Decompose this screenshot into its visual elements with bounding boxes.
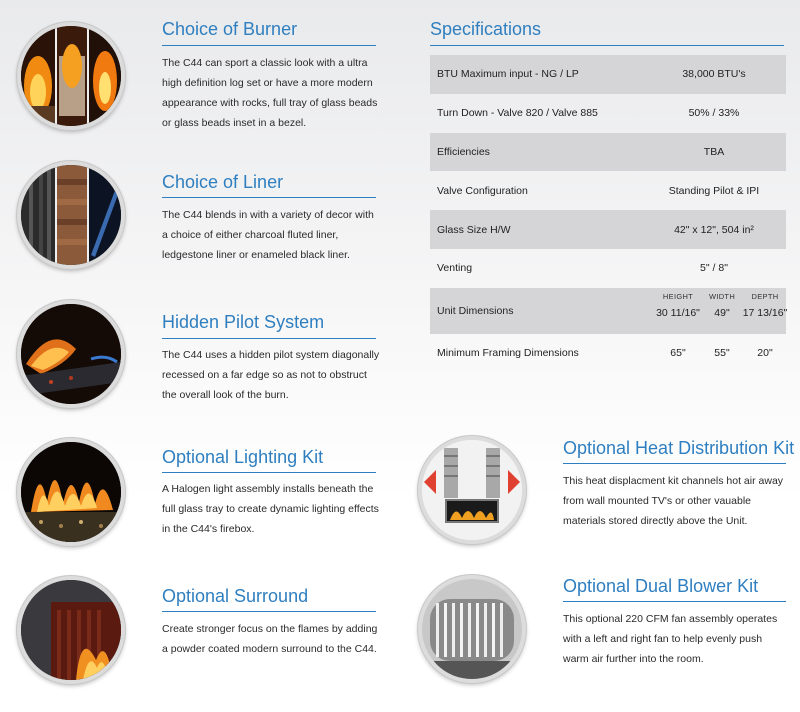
framing-width: 55" [714,346,730,359]
burner-options-image [17,22,125,130]
feature-title-blower: Optional Dual Blower Kit [563,576,759,596]
feature-desc-burner: The C44 can sport a classic look with a ultra high definition log set or have a more modern appearance with rocks, full tray of glass beads or glass beads inset in a bezel. [162,57,378,129]
framing-depth: 20" [757,346,773,359]
unit-depth-value: 17 13/16" [742,306,788,319]
feature-desc-pilot: The C44 uses a hidden pilot system diagonally recessed on a far edge so as not to obstruct the overall look of the burn. [162,349,380,401]
blower-fan-image [418,575,526,683]
feature-title-pilot: Hidden Pilot System [162,312,325,332]
feature-title-liner: Choice of Liner [162,172,284,192]
spec-row-unit-dimensions [430,288,786,334]
unit-width-label: WIDTH [708,291,736,301]
feature-desc-heat: This heat displacment kit channels hot air away from wall mounted TV's or other vauable materials stored directly above the Unit. [563,475,784,527]
spec-row-btu [430,55,786,94]
feature-title-lighting: Optional Lighting Kit [162,447,324,467]
spec-value: 5" / 8" [700,262,728,275]
feature-rule-blower [563,601,786,602]
spec-label: Glass Size H/W [437,223,511,236]
spec-value: TBA [703,145,725,158]
feature-desc-lighting: A Halogen light assembly installs beneath the full glass tray to create dynamic lighting effects in the C44's firebox. [162,483,379,535]
spec-row-turndown [430,94,786,133]
liner-options-image [17,161,125,269]
feature-title-surround: Optional Surround [162,586,309,606]
spec-value: 38,000 BTU's [682,68,746,81]
spec-value: Standing Pilot & IPI [668,184,760,197]
glass-beads-flame-image [17,438,125,546]
pilot-flame-image [17,300,125,408]
spec-label: Efficiencies [437,145,490,158]
feature-rule-surround [162,611,376,612]
spec-value: 50% / 33% [688,107,740,120]
feature-rule-liner [162,197,376,198]
feature-rule-lighting [162,472,376,473]
feature-title-burner: Choice of Burner [162,19,298,39]
unit-height [653,292,703,321]
spec-row-efficiencies [430,133,786,172]
framing-height: 65" [670,346,686,359]
spec-label: BTU Maximum input - NG / LP [437,68,579,81]
feature-desc-liner: The C44 blends in with a variety of decor with a choice of either charcoal fluted liner, ledgestone liner or enameled black liner. [162,209,374,261]
surround-image [17,576,125,684]
spec-label: Venting [437,262,473,275]
spec-label: Turn Down - Valve 820 / Valve 885 [437,107,598,120]
feature-rule-heat [563,463,786,464]
unit-depth [740,292,790,321]
feature-rule-pilot [162,338,376,339]
feature-desc-blower: This optional 220 CFM fan assembly operates with a left and right fan to help evenly push warm air further into the room. [563,613,778,665]
spec-label: Valve Configuration [437,184,528,197]
spec-label: Unit Dimensions [437,304,514,317]
feature-desc-surround: Create stronger focus on the flames by adding a powder coated modern surround to the C44. [162,623,378,655]
unit-width-value: 49" [714,306,730,319]
spec-row-valve [430,171,786,210]
unit-height-label: HEIGHT [662,291,694,301]
unit-height-value: 30 11/16" [656,306,700,319]
specifications-rule [430,45,784,46]
specifications-table [430,55,786,372]
spec-row-venting [430,249,786,288]
feature-title-heat: Optional Heat Distribution Kit [563,438,795,458]
spec-row-framing [430,334,786,372]
spec-label: Minimum Framing Dimensions [437,346,579,359]
heat-ducts-image [418,436,526,544]
spec-value: 42" x 12", 504 in² [674,223,754,236]
unit-depth-label: DEPTH [751,291,779,301]
feature-rule-burner [162,45,376,46]
spec-row-glass-size [430,210,786,249]
specifications-title: Specifications [430,19,542,39]
